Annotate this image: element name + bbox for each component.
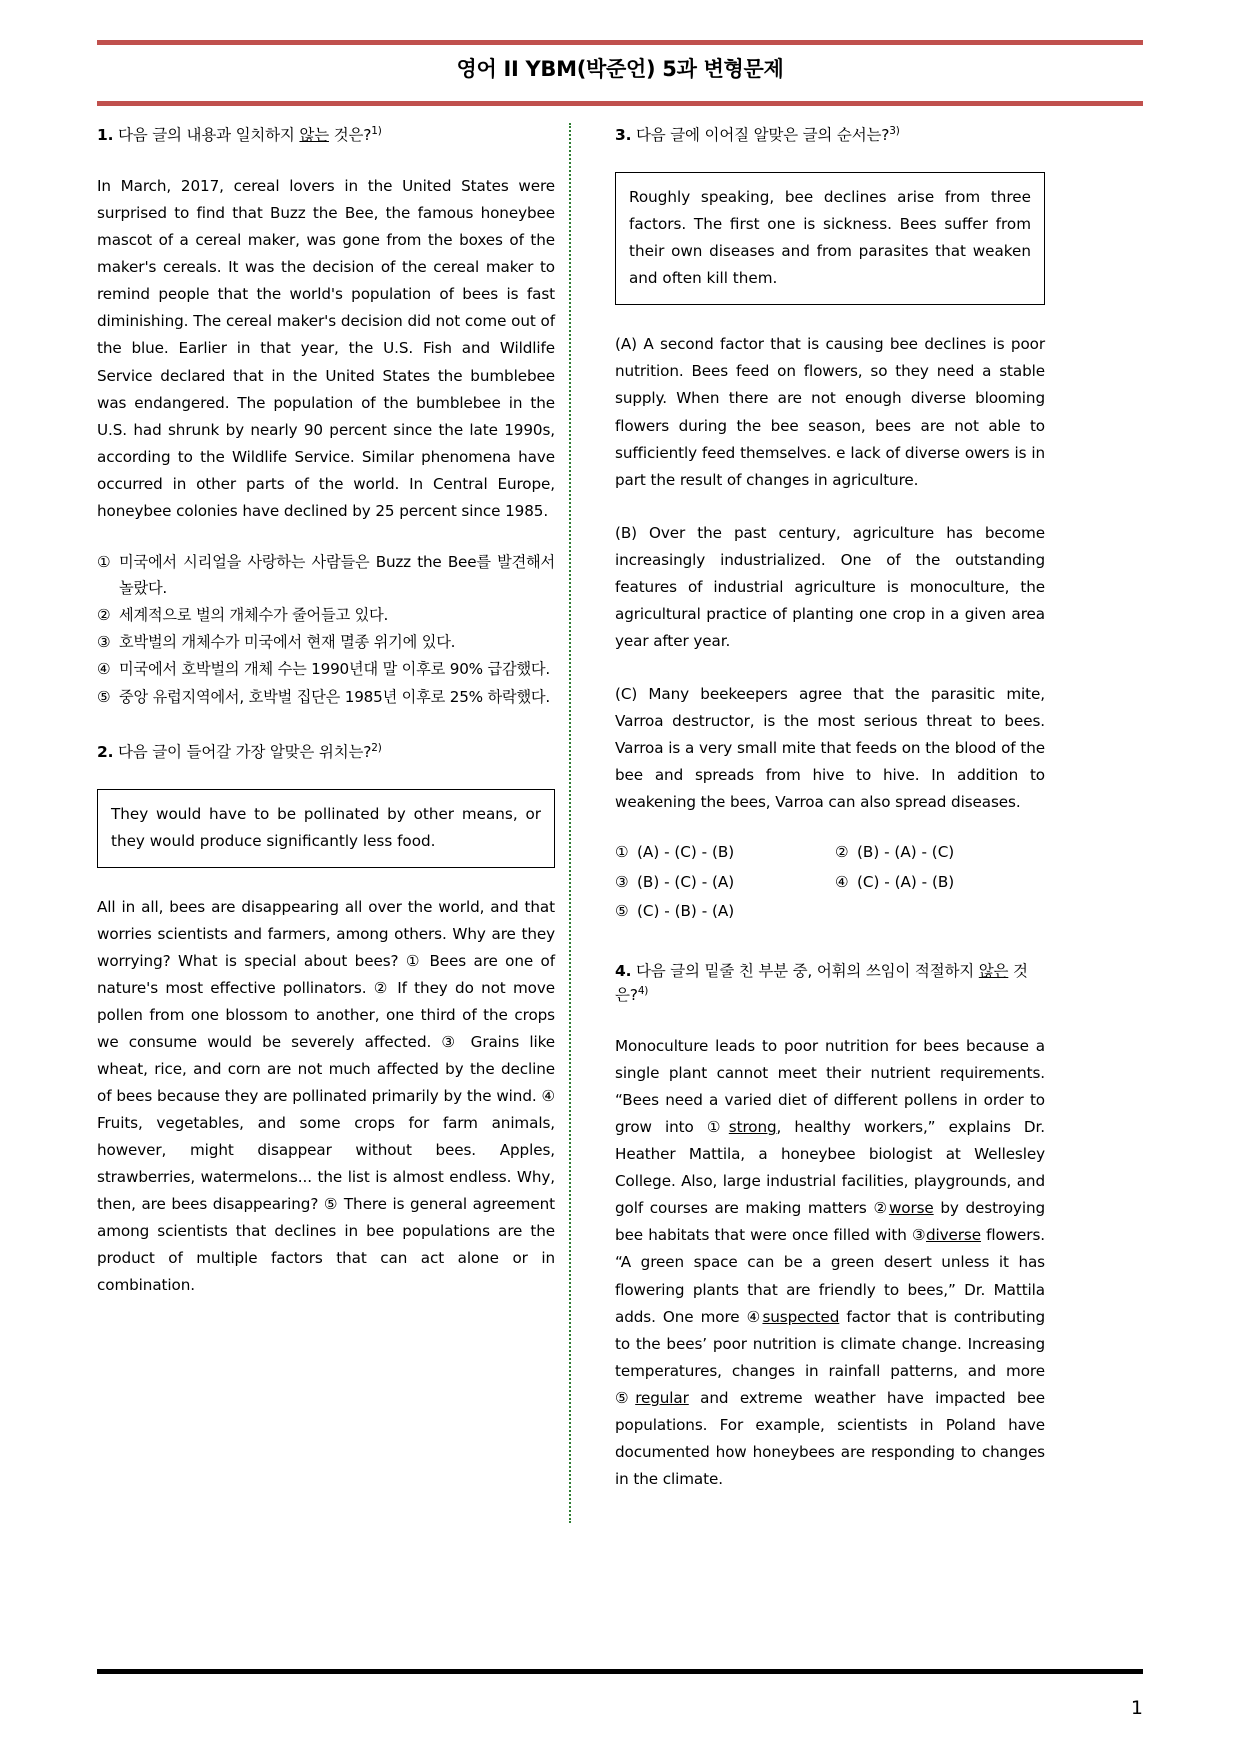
question-3-paragraph-b: (B) Over the past century, agriculture has become increasingly industrialized. One of the outstanding features of industrial agriculture is monoculture, the agricultural practice of planting one crop in a given area year after year. xyxy=(615,523,1045,650)
page-number: 1 xyxy=(1130,1697,1143,1719)
underlined-choice[interactable] xyxy=(615,1389,689,1407)
choice-label: 미국에서 시리얼을 사랑하는 사람들은 Buzz the Bee를 발견해서 놀랐다. xyxy=(119,552,555,597)
left-column xyxy=(97,123,563,1613)
choice-item[interactable] xyxy=(97,602,555,628)
choice-marker: ② xyxy=(97,606,111,625)
choice-item[interactable] xyxy=(835,838,1045,868)
choice-marker: ③ xyxy=(615,872,629,891)
choice-marker: ④ xyxy=(746,1307,763,1326)
choice-marker: ① xyxy=(97,552,111,571)
question-4-stem-after: 것은? xyxy=(615,962,1028,1005)
choice-label: 호박벌의 개체수가 미국에서 현재 멸종 위기에 있다. xyxy=(119,633,456,652)
choice-marker: ① xyxy=(706,1118,729,1137)
header-rule-bottom xyxy=(97,101,1143,106)
choice-item[interactable] xyxy=(615,838,825,868)
choice-word: strong xyxy=(728,1118,777,1137)
question-1-heading xyxy=(97,123,555,147)
choice-marker: ⑤ xyxy=(97,687,111,706)
choice-marker: ① xyxy=(615,843,629,862)
question-2-boxed-sentence: They would have to be pollinated by other means, or they would produce significantly less food. xyxy=(97,789,555,868)
choice-marker: ⑤ xyxy=(615,902,629,921)
question-4-stem-line1: 다음 글의 밑줄 친 부분 중, 어휘의 쓰임이 적절하지 xyxy=(631,962,979,981)
question-2-number: 2. xyxy=(97,742,114,761)
choice-marker: ③ xyxy=(912,1226,926,1245)
choice-marker: ④ xyxy=(835,872,849,891)
choice-item[interactable] xyxy=(97,629,555,655)
choice-marker: ⑤ xyxy=(615,1388,636,1407)
passage-text: flowers. “A green space can be a green desert unless it has flowering plants that are friendly to bees,” Dr. Mattila adds. One more xyxy=(615,1226,1045,1326)
question-1-stem-before: 다음 글의 내용과 일치하지 xyxy=(113,126,300,145)
question-2-heading xyxy=(97,740,555,764)
footer-rule xyxy=(97,1669,1143,1674)
choice-word: regular xyxy=(635,1388,689,1407)
underlined-choice[interactable] xyxy=(873,1199,933,1217)
choice-label: 미국에서 호박벌의 개체 수는 1990년대 말 이후로 90% 급감했다. xyxy=(119,660,551,679)
choice-label: 중앙 유럽지역에서, 호박벌 집단은 1985년 이후로 25% 하락했다. xyxy=(119,687,551,706)
question-3-heading xyxy=(615,123,1045,147)
choice-marker: ④ xyxy=(97,660,111,679)
choice-word: suspected xyxy=(762,1307,840,1326)
choice-marker: ③ xyxy=(97,633,111,652)
question-3-number: 3. xyxy=(615,126,632,145)
question-4-passage xyxy=(615,1033,1045,1493)
choice-item[interactable] xyxy=(615,868,825,898)
underlined-choice[interactable] xyxy=(707,1118,777,1136)
choice-word: worse xyxy=(888,1199,934,1218)
question-1-choices xyxy=(97,549,555,710)
column-divider xyxy=(569,123,571,1523)
passage-text: factor that is contributing to the bees’ poor nutrition is climate change. Increasing temperatures, changes in rainfall patterns, and more xyxy=(615,1307,1046,1380)
question-3-footnote: 3) xyxy=(889,125,900,138)
choice-word: diverse xyxy=(925,1226,981,1245)
passage-text: , healthy workers,” explains Dr. Heather Mattila, a honeybee biologist at Wellesley College. Also, large industrial facilities, playgrounds, and golf courses are making matters xyxy=(615,1118,1045,1218)
choice-item[interactable] xyxy=(835,868,1045,898)
choice-item[interactable] xyxy=(97,549,555,601)
question-1-footnote: 1) xyxy=(371,125,382,138)
question-2-passage: All in all, bees are disappearing all over the world, and that worries scientists and farmers, among others. Why are they worrying? What is special about bees? ① Bees are one of nature's most effective pollinators. ② If they do not move pollen from one blossom to another, one third of the crops we consume would be severely affected. ③ Grains like wheat, rice, and corn are not much affected by the decline of bees because they are pollinated primarily by the wind. ④ Fruits, vegetables, and some crops for farm animals, however, might disappear without bees. Apples, strawberries, watermelons... the list is almost endless. Why, then, are bees disappearing? ⑤ There is general agreement among scientists that declines in bee populations are the product of multiple factors that can act alone or in combination. xyxy=(97,897,555,1295)
choice-marker: ② xyxy=(873,1199,889,1218)
passage-text: Monoculture leads to poor nutrition for bees because a single plant cannot meet their nutrient requirements. “Bees need a varied diet of different pollens in order to grow into xyxy=(615,1037,1045,1137)
question-4-heading xyxy=(615,959,1045,1007)
choice-item[interactable] xyxy=(97,656,555,682)
passage-text: by destroying bee habitats that were once filled with xyxy=(615,1199,1046,1245)
underlined-choice[interactable] xyxy=(747,1308,840,1326)
question-3-paragraph-a: (A) A second factor that is causing bee declines is poor nutrition. Bees feed on flowers, so they need a stable supply. When there are not enough diverse blooming flowers during the bee season, bees are not able to sufficiently feed themselves. e lack of diverse owers is in part the result of changes in agriculture. xyxy=(615,335,1045,489)
question-3-choices xyxy=(615,838,1045,927)
question-1-stem-negation: 않는 xyxy=(299,126,329,145)
question-1-passage: In March, 2017, cereal lovers in the United States were surprised to find that Buzz the Bee, the famous honeybee mascot of a cereal maker, was gone from the boxes of the maker's cereals. It was the decision of the cereal maker to remind people that the world's population of bees is fast diminishing. The cereal maker's decision did not come out of the blue. Earlier in that year, the U.S. Fish and Wildlife Service declared that in the United States the bumblebee was endangered. The population of the bumblebee in the U.S. had shrunk by nearly 90 percent since the late 1990s, according to the Wildlife Service. Similar phenomena have occurred in other parts of the world. In Central Europe, honeybee colonies have declined by 25 percent since 1985. xyxy=(97,177,555,520)
choice-label: 세계적으로 벌의 개체수가 줄어들고 있다. xyxy=(119,606,389,625)
choice-label: (C) - (A) - (B) xyxy=(857,872,955,891)
choice-item[interactable] xyxy=(615,897,825,927)
question-4-footnote: 4) xyxy=(637,984,649,997)
passage-text: and extreme weather have impacted bee populations. For example, scientists in Poland have documented how honeybees are responding to changes in the climate. xyxy=(615,1388,1045,1488)
question-3-paragraph-c: (C) Many beekeepers agree that the parasitic mite, Varroa destructor, is the most serious threat to bees. Varroa is a very small mite that feeds on the blood of the bee and spreads from hive to hive. In addition to weakening the bees, Varroa can also spread diseases. xyxy=(615,684,1045,812)
question-1-number: 1. xyxy=(97,126,114,145)
choice-label: (B) - (A) - (C) xyxy=(857,843,955,862)
question-2-footnote: 2) xyxy=(371,741,382,754)
choice-label: (A) - (C) - (B) xyxy=(637,843,735,862)
question-3-stem: 다음 글에 이어질 알맞은 글의 순서는? xyxy=(631,126,890,145)
two-column-body xyxy=(97,123,1143,1613)
choice-label: (B) - (C) - (A) xyxy=(637,872,735,891)
question-4-number: 4. xyxy=(615,962,632,981)
question-4-stem-negation: 않은 xyxy=(978,962,1009,981)
page-title: 영어 II YBM(박준언) 5과 변형문제 xyxy=(456,57,784,81)
underlined-choice[interactable] xyxy=(912,1226,981,1244)
choice-item[interactable] xyxy=(97,684,555,710)
question-1-stem-after: 것은? xyxy=(328,126,372,145)
question-3-boxed-paragraph: Roughly speaking, bee declines arise from three factors. The first one is sickness. Bees suffer from their own diseases and from parasites that weaken and often kill them. xyxy=(615,172,1045,305)
choice-marker: ② xyxy=(835,843,849,862)
question-2-stem: 다음 글이 들어갈 가장 알맞은 위치는? xyxy=(113,742,372,761)
right-column xyxy=(579,123,1045,1613)
choice-label: (C) - (B) - (A) xyxy=(637,902,735,921)
